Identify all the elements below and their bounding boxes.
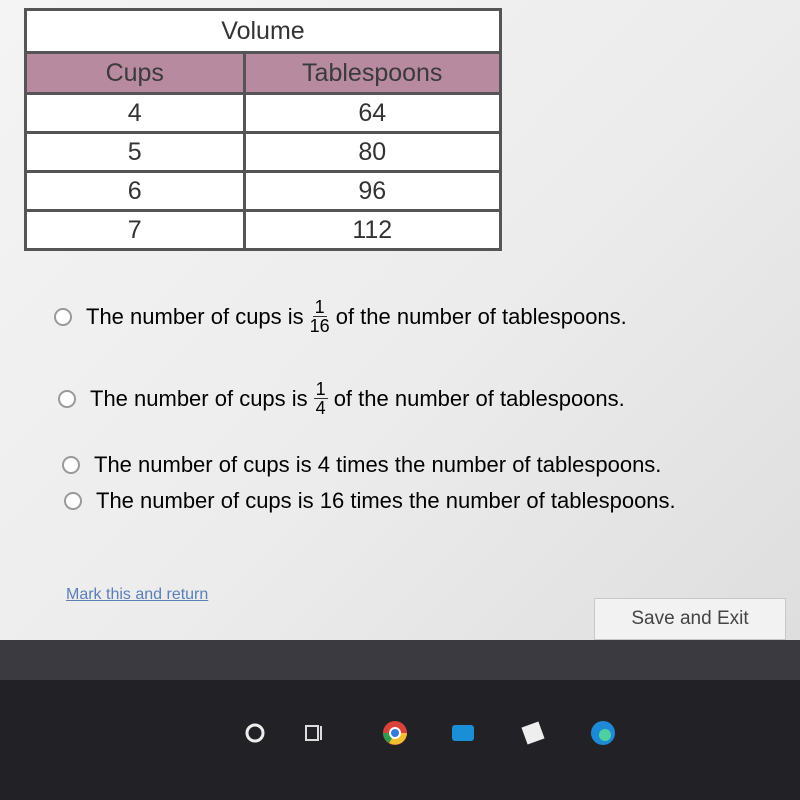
- mark-and-return-link[interactable]: Mark this and return: [66, 586, 209, 603]
- header-cups: Cups: [26, 53, 245, 94]
- radio-button[interactable]: [58, 390, 76, 408]
- table-row: [26, 94, 501, 133]
- radio-button[interactable]: [64, 492, 82, 510]
- option-text: The number of cups is 4 times the number of tablespoons.: [94, 452, 662, 477]
- answer-option-2[interactable]: [58, 380, 625, 417]
- chrome-icon[interactable]: [380, 718, 410, 748]
- option-suffix: of the number of tablespoons.: [335, 303, 627, 329]
- option-prefix: The number of cups is: [86, 303, 304, 329]
- option-prefix: The number of cups is: [90, 385, 308, 411]
- store-icon[interactable]: [518, 718, 548, 748]
- fraction: [310, 298, 330, 335]
- cell-cups: 6: [26, 172, 245, 211]
- volume-table: [24, 8, 502, 251]
- save-and-exit-button[interactable]: Save and Exit: [594, 598, 786, 640]
- cell-tablespoons: 80: [244, 133, 501, 172]
- fraction-numerator: 1: [315, 379, 326, 399]
- table-row: [26, 172, 501, 211]
- task-view-icon[interactable]: [300, 718, 330, 748]
- edge-icon[interactable]: [588, 718, 618, 748]
- option-suffix: of the number of tablespoons.: [333, 385, 625, 411]
- option-text: The number of cups is 16 times the number of tablespoons.: [96, 488, 676, 513]
- table-row: [26, 133, 501, 172]
- cell-tablespoons: 96: [244, 172, 501, 211]
- radio-button[interactable]: [62, 456, 80, 474]
- cell-tablespoons: 64: [244, 94, 501, 133]
- table-title: Volume: [26, 10, 501, 53]
- fraction-denominator: 16: [309, 316, 330, 336]
- cell-tablespoons: 112: [244, 211, 501, 250]
- radio-button[interactable]: [54, 308, 72, 326]
- fraction-numerator: 1: [314, 297, 325, 317]
- cell-cups: 4: [26, 94, 245, 133]
- answer-option-1[interactable]: [54, 298, 627, 335]
- fraction: [314, 380, 328, 417]
- search-circle-icon[interactable]: [240, 718, 270, 748]
- desktop-strip: [0, 640, 800, 680]
- answer-option-4[interactable]: [64, 488, 676, 514]
- table-row: [26, 211, 501, 250]
- cell-cups: 7: [26, 211, 245, 250]
- answer-option-3[interactable]: [62, 452, 661, 478]
- fraction-denominator: 4: [315, 398, 326, 418]
- app-icon[interactable]: [448, 718, 478, 748]
- cell-cups: 5: [26, 133, 245, 172]
- header-tablespoons: Tablespoons: [244, 53, 501, 94]
